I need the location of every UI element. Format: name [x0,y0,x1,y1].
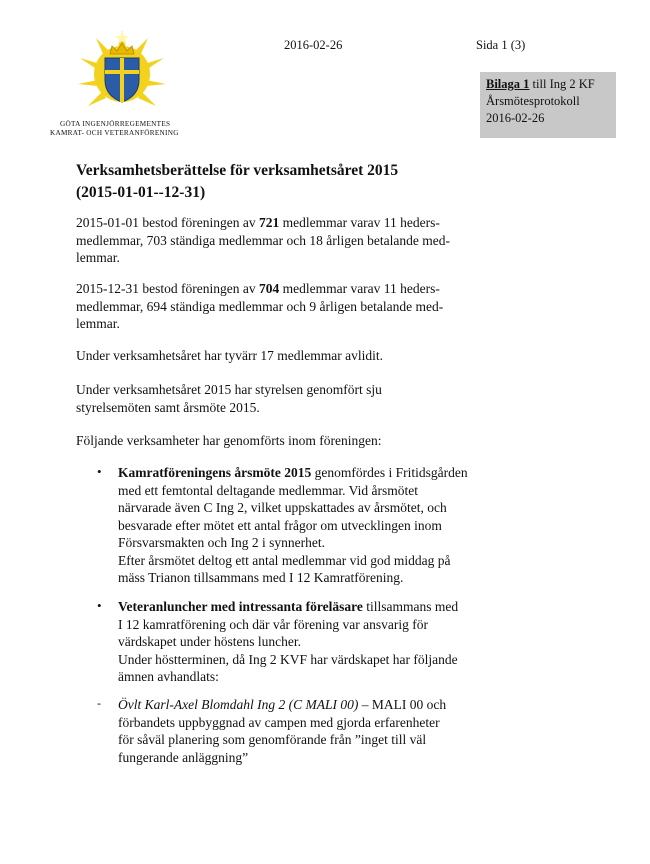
text: värdskapet under höstens luncher. [118,634,301,649]
attachment-label: Bilaga 1 [486,77,530,91]
bullet-annual-meeting [118,464,508,587]
paragraph-activities-intro: Följande verksamheter har genomförts inom föreningen: [76,433,382,448]
text: lemmar. [76,250,120,265]
text: styrelsemöten samt årsmöte 2015. [76,399,260,415]
paragraph-board-meetings [76,381,496,416]
text: besvarade efter mötet ett antal frågor om utvecklingen inom [118,517,442,533]
text: medlemmar, 694 ständiga medlemmar och 9 årligen betalande med- [76,298,444,314]
text: med ett femtontal deltagande medlemmar. Vid årsmötet [118,482,418,498]
text: fungerande anläggning” [118,749,249,765]
text: 2015-01-01 bestod föreningen av [76,215,259,230]
text: för såväl planering som genomförande från ”inget till väl [118,732,427,747]
text: Försvarsmakten och Ing 2 i synnerhet. [118,535,325,550]
text: medlemmar, 703 ständiga medlemmar och 18 årligen betalande med- [76,232,450,248]
text: tillsammans med [362,599,459,614]
text: I 12 kamratförening och där vår förening var ansvarig för [118,616,428,632]
text: Under höstterminen, då Ing 2 KVF har värdskapet har följande [118,651,458,667]
attachment-ref: till Ing 2 KF [529,77,595,91]
title-line2: (2015-01-01--12-31) [76,184,206,201]
dash-marker: - [97,696,101,710]
member-count: 704 [258,281,280,296]
member-count: 721 [258,215,280,230]
text: genomfördes i Fritidsgården [311,465,468,480]
page-number: Sida 1 (3) [476,38,526,52]
attachment-box [480,72,616,138]
text: medlemmar varav 11 heders- [279,281,440,296]
text: medlemmar varav 11 heders- [279,215,440,230]
bullet-heading: Veteranluncher med intressanta föreläsare [118,599,363,614]
attachment-line3: 2016-02-26 [486,111,545,125]
attachment-line2: Årsmötesprotokoll [486,94,580,108]
paragraph-deceased: Under verksamhetsåret har tyvärr 17 medlemmar avlidit. [76,348,384,363]
paragraph-members-end [76,280,496,333]
lecturer-name: Övlt Karl-Axel Blomdahl Ing 2 (C MALI 00) [118,697,359,712]
text: – MALI 00 och [358,697,447,712]
text: närvarade även C Ing 2, vilket uppskattades av årsmötet, och [118,500,447,515]
bullet-heading: Kamratföreningens årsmöte 2015 [118,465,312,480]
org-name-line2: KAMRAT- OCH VETERANFÖRENING [50,129,179,137]
bullet-marker: • [97,598,102,613]
crest-logo [72,28,172,116]
text: mäss Trianon tillsammans med I 12 Kamratförening. [118,570,404,585]
text: lemmar. [76,316,120,331]
org-name-line1: GÖTA INGENJÖRREGEMENTES [60,120,171,128]
paragraph-members-start [76,214,496,267]
text: förbandets uppbyggnad av campen med gjorda erfarenheter [118,714,440,730]
attachment-line1 [486,76,610,93]
header-date: 2016-02-26 [284,38,343,52]
dash-item-lecture [118,696,508,766]
text: Under verksamhetsåret 2015 har styrelsen genomfört sju [76,382,382,397]
document-title [76,160,398,204]
bullet-veteran-lunches [118,598,508,686]
bullet-marker: • [97,464,102,479]
title-line1: Verksamhetsberättelse för verksamhetsåret 2015 [76,162,399,179]
text: ämnen avhandlats: [118,669,219,684]
text: 2015-12-31 bestod föreningen av [76,281,259,296]
text: Efter årsmötet deltog ett antal medlemmar vid god middag på [118,552,451,568]
